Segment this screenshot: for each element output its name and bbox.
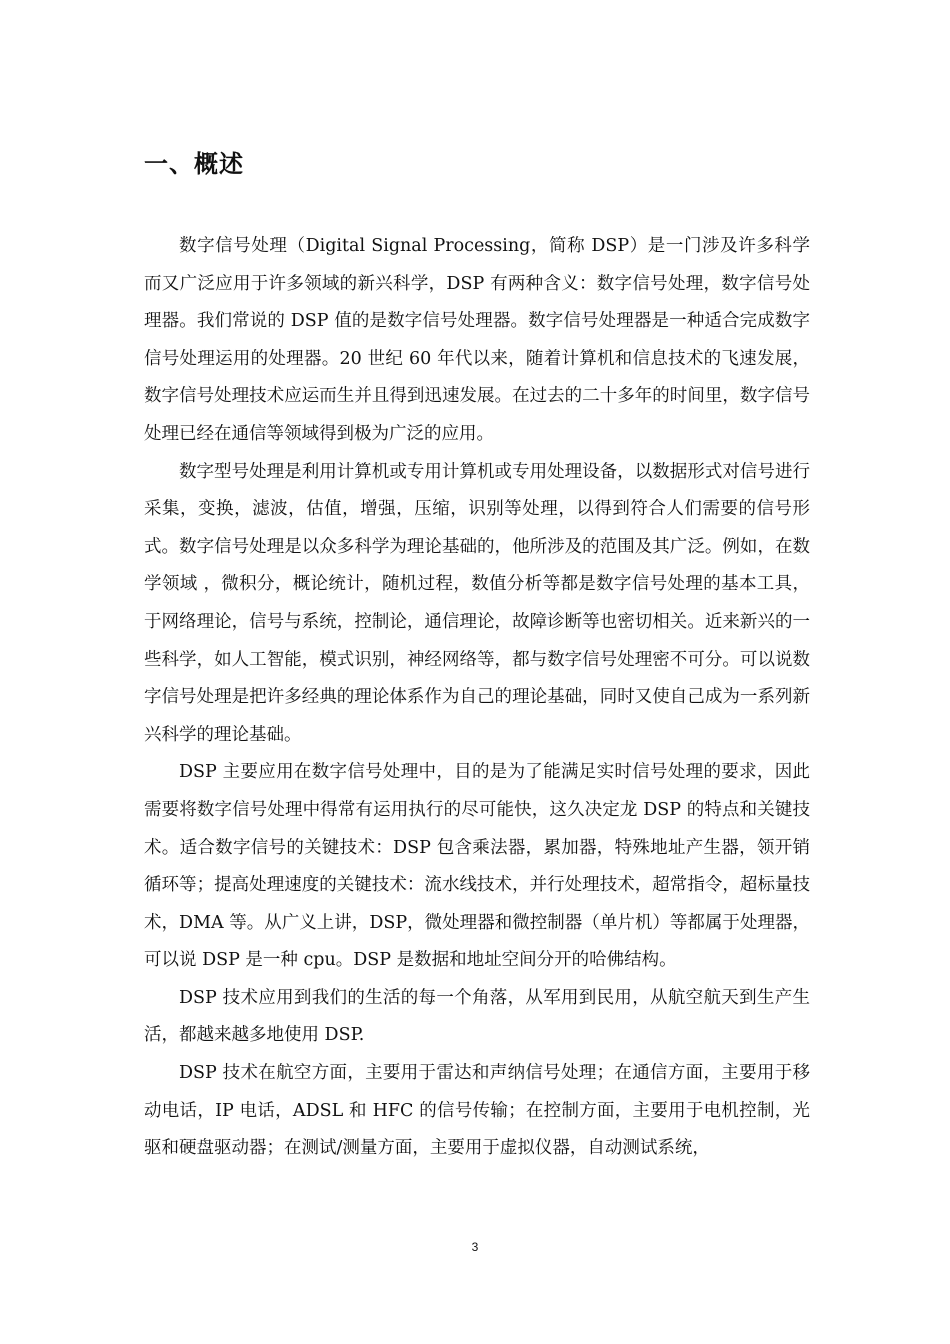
body-text: [144, 228, 810, 1168]
paragraph-5: DSP 技术在航空方面，主要用于雷达和声纳信号处理；在通信方面，主要用于移动电话，IP 电话，ADSL 和 HFC 的信号传输；在控制方面，主要用于电机控制，光驱和硬盘驱动器；在测试/测量方面，主要用于虚拟仪器，自动测试系统，: [144, 1063, 810, 1159]
paragraph-3: DSP 主要应用在数字信号处理中，目的是为了能满足实时信号处理的要求，因此需要将数字信号处理中得常有运用执行的尽可能快，这久决定龙 DSP 的特点和关键技术。适合数字信号的关键技术：DSP 包含乘法器，累加器，特殊地址产生器，领开销循环等；提高处理速度的关键技术：流水线技术，并行处理技术，超常指令，超标量技术，DMA 等。从广义上讲，DSP，微处理器和微控制器（单片机）等都属于处理器，可以说 DSP 是一种 cpu。DSP 是数据和地址空间分开的哈佛结构。: [144, 762, 810, 971]
paragraph-1: 数字信号处理（Digital Signal Processing，简称 DSP）是一门涉及许多科学而又广泛应用于许多领域的新兴科学，DSP 有两种含义：数字信号处理，数字信号处理器。我们常说的 DSP 值的是数字信号处理器。数字信号处理器是一种适合完成数字信号处理运用的处理器。20 世纪 60 年代以来，随着计算机和信息技术的飞速发展，数字信号处理技术应运而生并且得到迅速发展。在过去的二十多年的时间里，数字信号处理已经在通信等领域得到极为广泛的应用。: [144, 236, 810, 444]
paragraph-2: 数字型号处理是利用计算机或专用计算机或专用处理设备，以数据形式对信号进行采集，变换，滤波，估值，增强，压缩，识别等处理，以得到符合人们需要的信号形式。数字信号处理是以众多科学为理论基础的，他所涉及的范围及其广泛。例如，在数学领域 ，微积分，概论统计，随机过程，数值分析等都是数字信号处理的基本工具，于网络理论，信号与系统，控制论，通信理论，故障诊断等也密切相关。近来新兴的一些科学，如人工智能，模式识别，神经网络等，都与数字信号处理密不可分。可以说数字信号处理是把许多经典的理论体系作为自己的理论基础，同时又使自己成为一系列新兴科学的理论基础。: [144, 461, 810, 745]
section-heading: 一、概述: [144, 150, 244, 178]
page-number: 3: [471, 1240, 479, 1254]
paragraph-4: DSP 技术应用到我们的生活的每一个角落，从军用到民用，从航空航天到生产生活，都越来越多地使用 DSP.: [144, 987, 810, 1046]
